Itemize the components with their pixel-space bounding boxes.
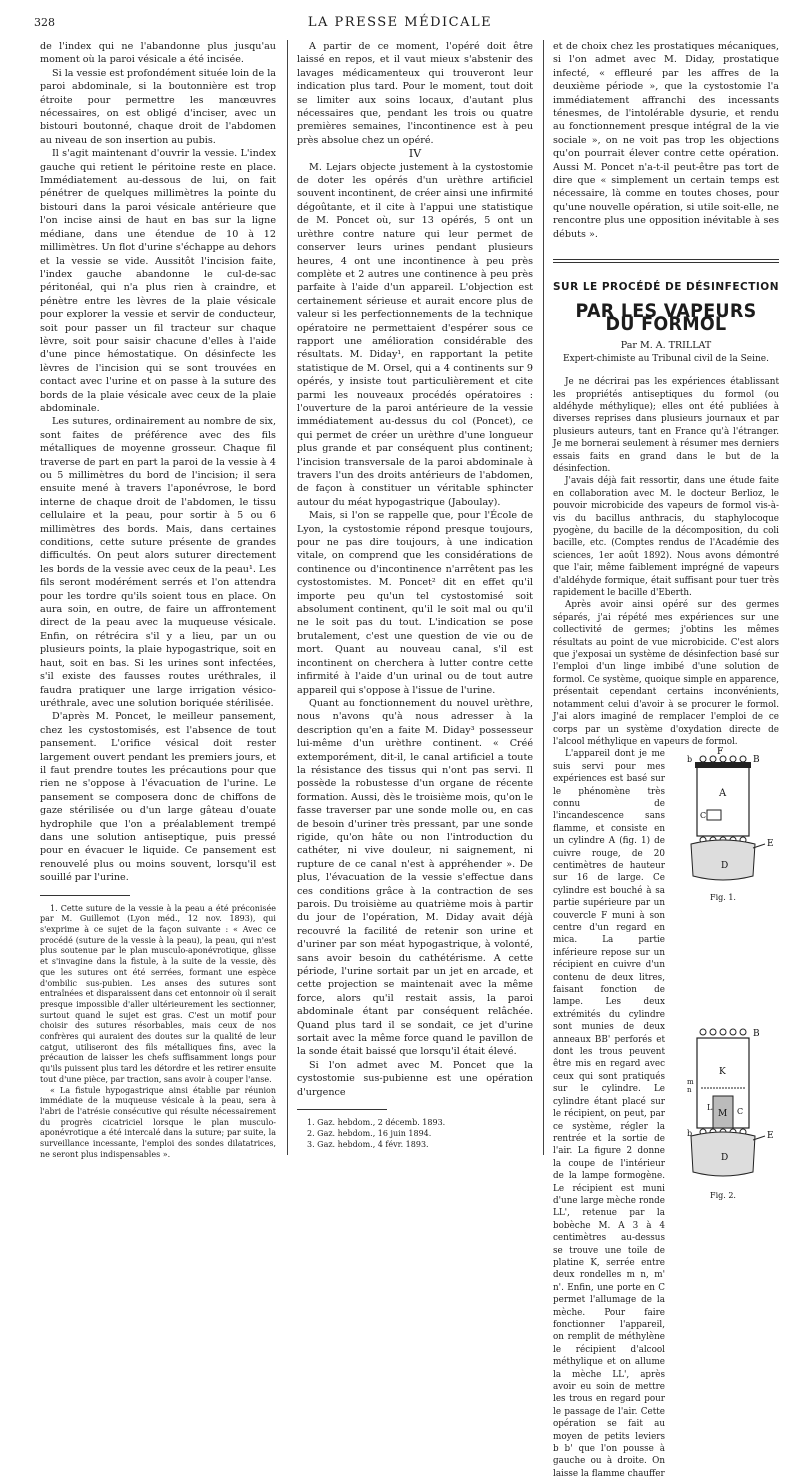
fig1-label-E: E [767,839,774,850]
figure-text-block [553,748,779,1480]
fig2-label-b: b [687,1129,693,1139]
paragraph: Je ne décrirai pas les expériences établissant les propriétés antiseptiques du formol (ou aldéhyde méthylique); elles ont été publiées à diverses reprises dans plusieurs journaux et par plusieurs auteurs, tant en France qu'à l'étranger. Je me bornerai seulement à résumer mes derniers essais faits en grand dans le but de la désinfection. [553,377,779,474]
fig1-label-b: b [687,755,693,765]
figure-1-lamp-diagram [667,748,779,908]
paragraph: et de choix chez les prostatiques mécaniques, si l'on admet avec M. Diday, prostatique infecté, « effleuré par les affres de la deuxième période », que la cystostomie l'a immédiatement affranchi des incessants ténesmes, de l'intolérable dysurie, et rendu au fonctionnement presque intégral de la vie sociale », on ne voit pas trop les objections qu'on pourrait élever contre cette opération. Aussi M. Poncet n'a-t-il peut-être pas tort de dire que « simplement un certain temps est nécessaire, là comme en toutes choses, pour qu'une nouvelle opération, si utile soit-elle, ne rencontre plus une opposition inévitable à ses débuts ». [553,41,779,240]
fig1-label-B: B [753,755,760,766]
column-divider [543,40,544,1155]
section-numeral: IV [408,147,422,161]
paragraph: de l'index qui ne l'abandonne plus jusqu'au moment où la paroi vésicale a été incisée. [40,41,276,66]
footnotes [40,904,276,1161]
fig2-label-C: C [737,1107,744,1117]
page-header [0,6,800,30]
fig2-label-n: n [687,1086,692,1095]
paragraph: Si la vessie est profondément située loin de la paroi abdominale, si la boutonnière est trop étroite pour permettre les manœuvres nécessaires, on est obligé d'inciser, avec un bistouri boutonné, chaque droit de l'abdomen au niveau de son insertion au pubis. [40,67,276,146]
page-number: 328 [34,16,55,29]
fig2-label-L: L [707,1103,713,1113]
paragraph: D'après M. Poncet, le meilleur pansement, chez les cystostomisés, est l'absence de tout pansement. L'orifice vésical doit rester largement ouvert pendant les premiers jours, et il faut prendre toutes les précautions pour que rien ne s'oppose à l'évacuation de l'urine. Le pansement se composera donc de chiffons de gaze stérilisée ou d'un large gâteau d'ouate hydrophile que l'on a préalablement trempé dans une solution antiseptique, puis pressé pour en évacuer le liquide. Ce pansement est renouvelé plus ou moins souvent, lorsqu'il est souillé par l'urine. [40,711,276,884]
fig1-label-F: F [717,747,724,758]
figure-2-cross-section [667,1018,779,1208]
footnote-rule [297,1109,387,1110]
paragraph: M. Lejars objecte justement à la cystostomie de doter les opérés d'un urèthre artificiel souvent incontinent, de créer ainsi une infirmité dégoûtante, et il cite à l'appui une statistique de M. Poncet où, sur 13 opérés, 5 ont un urèthre contre nature qui leur permet de conserver leurs urines pendant plusieurs heures, 4 ont une incontinence à peu près complète et 2 autres une continence à peu près parfaite à l'aide d'un appareil. L'objection est certainement sérieuse et aurait encore plus de valeur si les perfectionnements de la technique opératoire ne permettaient d'espérer sous ce rapport une amélioration considérable des résultats. M. Diday¹, en rapportant la petite statistique de M. Orsel, qui a 4 continents sur 9 opérés, y insiste tout particulièrement et cite parmi les nouveaux procédés opératoires : l'ouverture de la paroi antérieure de la vessie immédiatement au-dessus du col (Poncet), ce qui permet de créer un urèthre d'une longueur plus grande et par conséquent plus continent; l'incision transversale de la paroi abdominale à travers l'un des droits antérieurs de l'abdomen, de façon à constituer un véritable sphincter autour du méat hypogastrique (Jaboulay). [297,161,533,508]
fig2-label-D: D [721,1153,729,1164]
article-affiliation: Expert-chimiste au Tribunal civil de la Seine. [563,353,769,364]
footnote: « La fistule hypogastrique ainsi établie par réunion immédiate de la muqueuse vésicale à la peau, sera à l'abri de l'atrésie consécutive qui résulte nécessairement du progrès cicatriciel lorsque le plan musculo-aponévrotique a été intercalé dans la suture; par suite, la surveillance incessante, l'emploi des sondes dilatatrices, ne seront plus indispensables ». [40,1085,276,1159]
paragraph: L'appareil dont je me suis servi pour mes expériences est basé sur le phénomène très connu de l'incandescence sans flamme, et consiste en un cylindre A (fig. 1) de cuivre rouge, de 20 centimètres de hauteur sur 16 de large. Ce cylindre est bouché à sa partie supérieure par un couvercle F muni à son centre d'un regard en mica. La partie inférieure repose sur un récipient en cuivre d'un contenu de deux litres, faisant fonction de lampe. Les deux extrémités du cylindre sont munies de deux anneaux BB' perforés et dont les trous peuvent être mis en regard avec ceux qui sont pratiqués sur le cylindre. Le cylindre étant placé sur le récipient, on peut, par ce système, régler la rentrée et la sortie de l'air. La figure 2 donne la coupe de l'intérieur de la lampe formogène. Le récipient est muni d'une large mèche ronde LL', retenue par la bobèche M. A 3 à 4 centimètres au-dessus se trouve une toile de platine K, serrée entre deux rondelles m n, m' n'. Enfin, une porte en C permet l'allumage de la mèche. Pour faire fonctionner l'appareil, on remplit de méthylène le récipient d'alcool méthylique et on allume la mèche LL', après avoir eu soin de mettre les trous en regard pour le passage de l'air. Cette opération se fait au moyen de petits leviers b b' que l'on pousse à gauche ou à droite. On laisse la flamme chauffer [553,749,665,1479]
paragraph: Mais, si l'on se rappelle que, pour l'École de Lyon, la cystostomie répond presque toujours, pour ne pas dire toujours, à une indication vitale, on comprend que les considérations de continence ou d'incontinence n'arrêtent pas les cystostomistes. M. Poncet² dit en effet qu'il importe peu qu'un tel cystostomisé soit absolument continent, qu'il le soit mal ou qu'il ne le soit pas du tout. L'indication se pose brutalement, c'est une question de vie ou de mort. Quant au nouveau canal, s'il est incontinent on cherchera à lutter contre cette infirmité à l'aide d'un urinal ou de tout autre appareil qui s'oppose à l'issue de l'urine. [297,510,533,696]
fig2-label-E: E [767,1131,774,1142]
fig2-label-B: B [753,1029,760,1040]
footnotes [297,1118,533,1150]
paragraph: Il s'agit maintenant d'ouvrir la vessie. L'index gauche qui retient le péritoine reste en place. Immédiatement au-dessous de lui, on fait pénétrer de quelques millimètres la pointe du bistouri dans la paroi vésicale antérieure que l'on incise ainsi de haut en bas sur la ligne médiane, dans une étendue de 10 à 12 millimètres. Un flot d'urine s'échappe au dehors et la vessie se vide. Aussitôt l'incision faite, l'index gauche abandonne le cul-de-sac péritonéal, qui n'a plus rien à craindre, et pénètre entre les lèvres de la plaie vésicale pour explorer la vessie et servir de conducteur, soit pour passer un fil tracteur sur chaque lèvre, soit pour saisir chacune d'elles à l'aide d'une pince hémostatique. On désinfecte les lèvres de l'incision qui se sont trouvées en contact avec l'urine et on passe à la suture des bords de la plaie vésicale avec ceux de la plaie abdominale. [40,148,276,414]
fig1-label-A: A [719,788,727,800]
fig2-label-K: K [719,1067,726,1078]
fig2-label-m: m [687,1078,694,1087]
column-2 [297,40,533,1160]
fig1-label-C: C [700,811,707,821]
footnote: 2. Gaz. hebdom., 16 juin 1894. [307,1128,432,1138]
paragraph: Les sutures, ordinairement au nombre de six, sont faites de préférence avec des fils métalliques de moyenne grosseur. Chaque fil traverse de part en part la paroi de la vessie à 4 ou 5 millimètres du bord de l'incision; il sera ensuite mené à travers l'aponévrose, le bord interne de chaque droit de l'abdomen, le tissu cellulaire et la peau, pour sortir à 5 ou 6 millimètres des bords. Mais, dans certaines conditions, cette suture présente de grandes difficultés. On peut alors suturer directement les bords de la vessie avec ceux de la peau¹. Les fils seront modérément serrés et l'on attendra pour les tordre qu'ils soient tous en place. On aura soin, en outre, de faire un affrontement direct de la peau avec la muqueuse vésicale. Enfin, on rétrécira s'il y a lieu, par un ou plusieurs points, la plaie hypogastrique, soit en haut, soit en bas. Si les urines sont infectées, s'il existe des fausses routes uréthrales, il faudra pratiquer une large irrigation vésico-uréthrale, avec une solution boriquée stérilisée. [40,416,276,709]
paragraph: A partir de ce moment, l'opéré doit être laissé en repos, et il vaut mieux s'abstenir des lavages médicamenteux qui trouveront leur indication plus tard. Pour le moment, tout doit se limiter aux soins locaux, d'autant plus nécessaires que, pendant les trois ou quatre premières semaines, l'incontinence est à peu près absolue chez un opéré. [297,41,533,146]
article-title: PAR LES VAPEURS DU FORMOL [575,299,757,335]
paragraph: Si l'on admet avec M. Poncet que la cystostomie sus-pubienne est une opération d'urgence [297,1059,533,1098]
column-divider [287,40,288,1155]
fig2-label-M: M [718,1109,728,1120]
section-rule [553,259,779,263]
footnote-rule [40,895,130,896]
column-3 [553,40,779,1479]
footnote: 3. Gaz. hebdom., 4 févr. 1893. [307,1139,429,1149]
fig1-label-D: D [721,861,729,872]
fig2-caption: Fig. 2. [710,1191,736,1201]
footnote: 1. Cette suture de la vessie à la peau a été préconisée par M. Guillemot (Lyon méd., 12 nov. 1893), qui s'exprime à ce sujet de la façon suivante : « Avec ce procédé (suture de la vessie à la peau), la peau, qui n'est plus soutenue par le plan musculo-aponévrotique, glisse et s'invagine dans la fistule, à la suite de la vessie, dès que les sutures ont été serrées, formant une espèce d'ombilic sus-pubien. Les anses des sutures sont entraînées et disparaissent dans cet entonnoir où il serait presque impossible d'aller ultérieurement les sectionner, surtout quand le sujet est gras. C'est un motif pour choisir des sutures résorbables, mais ceux de nos confrères qui auraient des doutes sur la qualité de leur catgut, utiliseront des fils métalliques fins, avec la précaution de laisser les chefs suffisamment longs pour qu'ils puissent plus tard les détordre et les retirer ensuite tout d'une pièce, par traction, sans avoir à couper l'anse. [40,903,276,1084]
paragraph: Après avoir ainsi opéré sur des germes séparés, j'ai répété mes expériences sur une collectivité de germes; j'obtins les mêmes résultats au point de vue microbicide. C'est alors que j'exposai un système de désinfection basé sur l'emploi d'un linge imbibé d'une solution de formol. Ce système, quoique simple en apparence, présentait cependant certains inconvénients, notamment celui d'avoir à se procurer le formol. J'ai alors imaginé de remplacer l'emploi de ce corps par un système d'oxydation directe de l'alcool méthylique en vapeurs de formol. [553,600,779,747]
footnote: 1. Gaz. hebdom., 2 décemb. 1893. [307,1118,446,1128]
paragraph: Quant au fonctionnement du nouvel urèthre, nous n'avons qu'à nous adresser à la description qu'en a faite M. Diday³ possesseur lui-même d'un urèthre continent. « Créé extemporément, dit-il, le canal artificiel a toute la résistance des tissus qui n'ont pas servi. Il possède la robustesse d'un organe de récente formation. Aussi, dès le troisième mois, qu'on le fasse traverser par une sonde molle ou, en cas de besoin d'uriner très pressant, par une sonde rigide, qu'on hâte ou non l'introduction du cathéter, ni vive douleur, ni saignement, ni rupture de ce canal n'est à appréhender ». De plus, l'évacuation de la vessie s'effectue dans ces conditions grâce à la contraction de ses parois. Du troisième au quatrième mois à partir du jour de l'opération, M. Diday avait déjà recouvré la facilité de retenir son urine et d'uriner par son méat hypogastrique, à volonté, sans avoir besoin du cathétérisme. A cette période, l'urine sortait par un jet en arcade, et cette projection se maintenait avec la même force, alors qu'il restait assis, la paroi abdominale étant par conséquent relâchée. Quand plus tard il se sondait, ce jet d'urine sortait avec la même force quand le pavillon de la sonde était baissé que lorsqu'il était élevé. [297,697,533,1058]
fig1-caption: Fig. 1. [710,893,736,903]
article-kicker: SUR LE PROCÉDÉ DE DÉSINFECTION [553,281,779,294]
paragraph: J'avais déjà fait ressortir, dans une étude faite en collaboration avec M. le docteur Berlioz, le pouvoir microbicide des vapeurs de formol vis-à-vis du bacillus anthracis, du staphylocoque pyogène, du bacille de la décomposition, du coli bacille, etc. (Comptes rendus de l'Académie des sciences, 1er août 1892). Nous avons démontré que l'air, même faiblement imprégné de vapeurs d'aldéhyde formique, était suffisant pour tuer très rapidement le bacille d'Eberth. [553,476,779,599]
article-byline: Par M. A. TRILLAT [620,340,712,352]
column-1 [40,40,276,1160]
journal-title: LA PRESSE MÉDICALE [307,15,493,30]
